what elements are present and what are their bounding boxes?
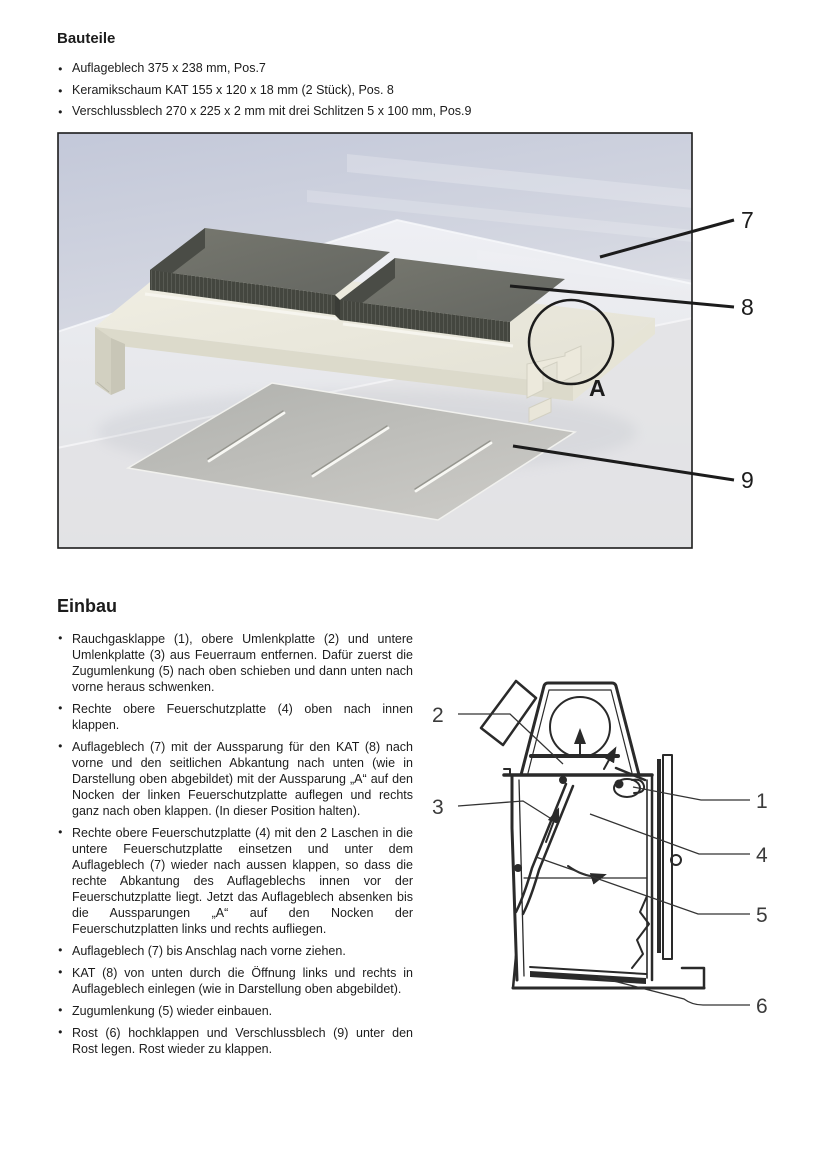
leader-line-1: [633, 787, 750, 800]
einbau-section-title: Einbau: [57, 596, 118, 616]
bauteile-list: [57, 58, 717, 123]
list-item: ● Auflageblech 375 x 238 mm, Pos.7: [57, 58, 717, 80]
list-item: ● Rost (6) hochklappen und Verschlussblech (9) unter den Rost legen. Rost wieder zu klappen.: [57, 1025, 413, 1057]
figure-label-6: 6: [756, 995, 768, 1018]
list-item: ● Zugumlenkung (5) wieder einbauen.: [57, 1003, 413, 1019]
exploded-view-svg: [57, 132, 790, 549]
flue-pipe: [481, 681, 536, 745]
zugumlenkung: [516, 784, 566, 912]
door-frame: [657, 759, 661, 953]
figure-label-3: 3: [432, 796, 444, 819]
exploded-view-figure: [57, 132, 790, 549]
figure-label-A: A: [589, 375, 606, 401]
list-item: ● Auflageblech (7) mit der Aussparung für den KAT (8) nach vorne und den seitlichen Abkantung nach unten (wie in Darstellung oben abgebildet) mit der Aussparung „A“ auf den Nocken der linken Feuerschutzplatte auflegen und rechts ganz nach oben klappen. (In dieser Position halten).: [57, 739, 413, 819]
list-item: ● Verschlussblech 270 x 225 x 2 mm mit drei Schlitzen 5 x 100 mm, Pos.9: [57, 101, 717, 123]
figure-label-2: 2: [432, 704, 444, 727]
figure-label-7: 7: [741, 207, 754, 233]
firebox-left-wall: [512, 775, 517, 980]
figure-label-1: 1: [756, 790, 768, 813]
list-item: ● Rechte obere Feuerschutzplatte (4) mit den 2 Laschen in die untere Feuerschutzplatte einsetzen und unter dem Auflageblech (7) wieder nach aussen klappen, so dass die rechte Abkantung des Auflageblechs innen vor der Feuerschutzplatte liegt. Jetzt das Auflageblech absenken bis die Aussparungen „A“ auf den Nocken der Feuerschutzplatten links und rechts aufliegen.: [57, 825, 413, 937]
bauteile-section-title: Bauteile: [57, 30, 116, 47]
leader-line-4: [590, 814, 750, 854]
list-item: ● Rauchgasklappe (1), obere Umlenkplatte (2) und untere Umlenkplatte (3) aus Feuerraum entfernen. Dafür zuerst die Zugumlenkung (5) nach oben schieben und dann unten nach vorne heraus schwenken.: [57, 631, 413, 695]
cross-section-svg: [420, 628, 820, 1048]
leader-line-3: [458, 801, 550, 818]
list-item: ● Auflageblech (7) bis Anschlag nach vorne ziehen.: [57, 943, 413, 959]
cross-section-figure: [420, 628, 820, 1048]
list-item: ● KAT (8) von unten durch die Öffnung links und rechts in Auflageblech einlegen (wie in Darstellung oben abgebildet).: [57, 965, 413, 997]
list-item: ● Rechte obere Feuerschutzplatte (4) oben nach innen klappen.: [57, 701, 413, 733]
figure-label-9: 9: [741, 467, 754, 493]
figure-label-5: 5: [756, 904, 768, 927]
list-item: ● Keramikschaum KAT 155 x 120 x 18 mm (2 Stück), Pos. 8: [57, 80, 717, 102]
figure-label-8: 8: [741, 294, 754, 320]
einbau-list: [57, 631, 413, 1063]
figure-label-4: 4: [756, 844, 768, 867]
